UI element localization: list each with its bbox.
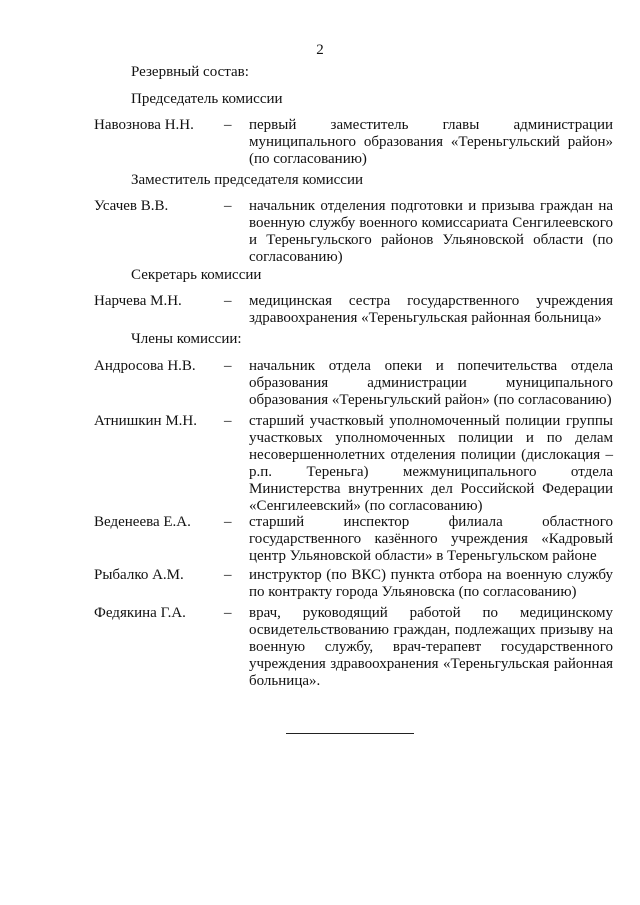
member-dash: –: [224, 198, 232, 214]
member-dash: –: [224, 514, 232, 530]
member-description: инструктор (по ВКС) пункта отбора на военную службу по контракту города Ульяновска (по согласованию): [249, 567, 613, 600]
section-heading-chairman: Председатель комиссии: [131, 91, 283, 107]
member-name: Атнишкин М.Н.: [94, 413, 198, 429]
member-name: Андросова Н.В.: [94, 358, 196, 374]
section-heading-secretary: Секретарь комиссии: [131, 267, 262, 283]
member-description: медицинская сестра государственного учреждения здравоохранения «Тереньгульская районная больница»: [249, 293, 613, 326]
member-name: Федякина Г.А.: [94, 605, 186, 621]
member-dash: –: [224, 413, 232, 429]
member-description: врач, руководящий работой по медицинскому освидетельствованию граждан, подлежащих призыву на военную службу, врач-терапевт государственного учреждения здравоохранения «Тереньгульская районная больница».: [249, 605, 613, 689]
member-dash: –: [224, 293, 232, 309]
member-name: Нарчева М.Н.: [94, 293, 182, 309]
member-description: старший инспектор филиала областного государственного казённого учреждения «Кадровый центр Ульяновской области» в Тереньгульском районе: [249, 514, 613, 564]
member-description: начальник отделения подготовки и призыва граждан на военную службу военного комиссариата Сенгилеевского и Тереньгульского районов Ульяновской области (по согласованию): [249, 198, 613, 265]
member-dash: –: [224, 117, 232, 133]
member-name: Усачев В.В.: [94, 198, 169, 214]
member-name: Навознова Н.Н.: [94, 117, 194, 133]
member-dash: –: [224, 605, 232, 621]
member-name: Рыбалко А.М.: [94, 567, 184, 583]
section-heading-members: Члены комиссии:: [131, 331, 242, 347]
member-name: Веденеева Е.А.: [94, 514, 191, 530]
section-heading-deputy: Заместитель председателя комиссии: [131, 172, 364, 188]
member-description: старший участковый уполномоченный полиции группы участковых уполномоченных полиции и по делам несовершеннолетних отделения полиции (дислокация – р.п. Тереньга) межмуниципального отдела Министерства внутренних дел Российской Федерации «Сенгилеевский» (по согласованию): [249, 413, 613, 514]
page-number: 2: [316, 42, 324, 58]
member-dash: –: [224, 358, 232, 374]
reserve-heading: Резервный состав:: [131, 64, 249, 80]
signoff-line: [286, 733, 414, 734]
member-dash: –: [224, 567, 232, 583]
member-description: первый заместитель главы администрации муниципального образования «Тереньгульский район» (по согласованию): [249, 117, 613, 167]
member-description: начальник отдела опеки и попечительства отдела образования администрации муниципального образования «Тереньгульский район» (по согласованию): [249, 358, 613, 408]
